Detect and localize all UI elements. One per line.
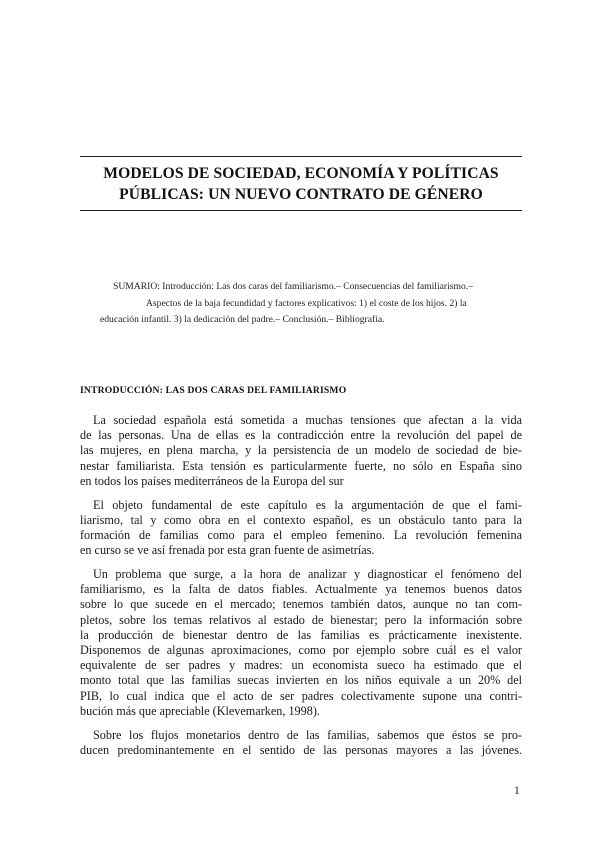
text-line: en todos los países mediterráneos de la Europa del sur: [80, 473, 344, 488]
chapter-summary: [100, 279, 522, 329]
summary-line: Aspectos de la baja fecundidad y factores explicativos: 1) el coste de los hijos. 2) la: [146, 297, 467, 309]
text-line: ducen predominantemente en el sentido de las personas mayores a las jóvenes.: [80, 742, 522, 757]
text-line: sobre lo que sucede en el mercado; tenemos también datos, aunque no tan com-: [80, 597, 522, 612]
text-line: liarismo, tal y como obra en el contexto español, es un obstáculo tanto para la: [80, 512, 522, 527]
title-rule-bottom: [80, 210, 522, 211]
text-line: nestar familiarista. Esta tensión es particularmente fuerte, no sólo en España sino: [80, 458, 522, 473]
text-line: La sociedad española está sometida a muchas tensiones que afectan a la vida: [93, 413, 522, 427]
text-line: El objeto fundamental de este capítulo es la argumentación de que el fami-: [93, 497, 522, 512]
text-line: la producción de bienestar dentro de las familias es prácticamente inexistente.: [80, 627, 522, 642]
title-rule-top: [80, 156, 522, 157]
text-line: las mujeres, en plena marcha, y la persistencia de un modelo de sociedad de bie-: [80, 443, 522, 458]
text-line: Sobre los flujos monetarios dentro de las familias, sabemos que éstos se pro-: [93, 727, 522, 742]
paragraph: [80, 728, 522, 758]
summary-line: SUMARIO: Introducción: Las dos caras del familiarismo.– Consecuencias del familiarismo.–: [113, 281, 473, 292]
text-line: familiarismo, es la falta de datos fiables. Actualmente ya tenemos buenos datos: [80, 582, 522, 597]
text-line: PIB, lo cual indica que el acto de ser padres colectivamente supone una contri-: [80, 688, 522, 703]
text-line: en curso se ve así frenada por esta gran fuente de asimetrías.: [80, 543, 375, 558]
section-heading: INTRODUCCIÓN: LAS DOS CARAS DEL FAMILIARISMO: [80, 385, 347, 396]
text-line: pletos, sobre los temas relativos al estado de bienestar; pero la información sobre: [80, 612, 522, 627]
chapter-title-line-2: PÚBLICAS: UN NUEVO CONTRATO DE GÉNERO: [119, 186, 483, 203]
paragraph: [80, 413, 522, 489]
text-line: Disponemos de algunas aproximaciones, como por ejemplo sobre cuál es el valor: [80, 643, 522, 658]
summary-line: educación infantil. 3) la dedicación del padre.– Conclusión.– Bibliografía.: [100, 314, 385, 325]
text-line: bución más que apreciable (Klevemarken, 1998).: [80, 703, 320, 718]
chapter-title-line-1: MODELOS DE SOCIEDAD, ECONOMÍA Y POLÍTICAS: [103, 165, 499, 182]
body-text: [80, 413, 522, 767]
text-line: de las personas. Una de ellas es la contradicción entre la revolución del papel de: [80, 428, 522, 443]
page-number: 1: [514, 785, 520, 797]
text-line: Un problema que surge, a la hora de analizar y diagnosticar el fenómeno del: [93, 567, 522, 582]
paragraph: [80, 567, 522, 719]
text-line: equivalente de ser padres y madres: un economista sueco ha estimado que el: [80, 658, 522, 673]
text-line: monto total que las familias suecas invierten en los niños equivale a un 20% del: [80, 673, 522, 688]
paragraph: [80, 498, 522, 559]
text-line: formación de familias como para el empleo femenino. La revolución femenina: [80, 528, 522, 543]
